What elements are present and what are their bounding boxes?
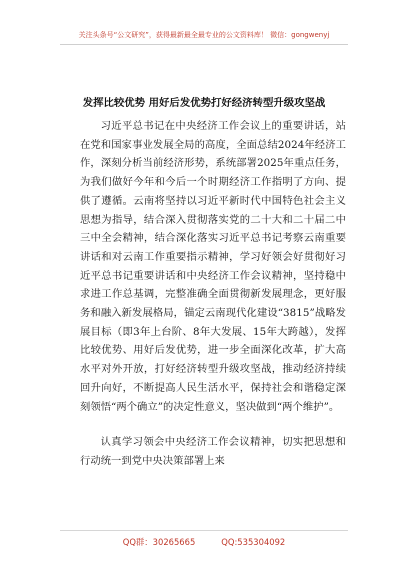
document-body [80, 117, 346, 471]
footer-divider [60, 530, 348, 531]
page-footer [0, 536, 408, 548]
footer-qq-number: QQ:535304092 [221, 537, 286, 547]
promo-banner-text: 关注头条号“公文研究”，获得最新最全最专业的公文资料库！ 微信：gongwenyj [78, 31, 330, 39]
body-paragraph: 认真学习领会中央经济工作会议精神，切实把思想和行动统一到党中央决策部署上来 [80, 436, 346, 467]
header-divider [60, 44, 348, 45]
document-title: 发挥比较优势 用好后发优势打好经济转型升级攻坚战 [82, 97, 326, 109]
footer-qq-group: QQ群：30265665 [122, 537, 196, 547]
body-paragraph: 习近平总书记在中央经济工作会议上的重要讲话，站在党和国家事业发展全局的高度，全面总结2024年经济工作，深刻分析当前经济形势，系统部署2025年重点任务，为我们做好今年和今后一个时期经济工作指明了方向、提供了遵循。云南将坚持以习近平新时代中国特色社会主义思想为指导，结合深入贯彻落实党的二十大和二十届二中三中全会精神，结合深化落实习近平总书记考察云南重要讲话和对云南工作重要指示精神，学习好领会好贯彻好习近平总书记重要讲话和中央经济工作会议精神，坚持稳中求进工作总基调，完整准确全面贯彻新发展理念，更好服务和融入新发展格局，锚定云南现代化建设“3815”战略发展目标（即3年上台阶、8年大发展、15年大跨越），发挥比较优势、用好后发优势，进一步全面深化改革，扩大高水平对外开放，打好经济转型升级攻坚战，推动经济持续回升向好，不断提高人民生活水平，保持社会和谐稳定深刻领悟“两个确立”的决定性意义，坚决做到“两个维护”。 [80, 120, 346, 413]
page-header [0, 0, 408, 60]
